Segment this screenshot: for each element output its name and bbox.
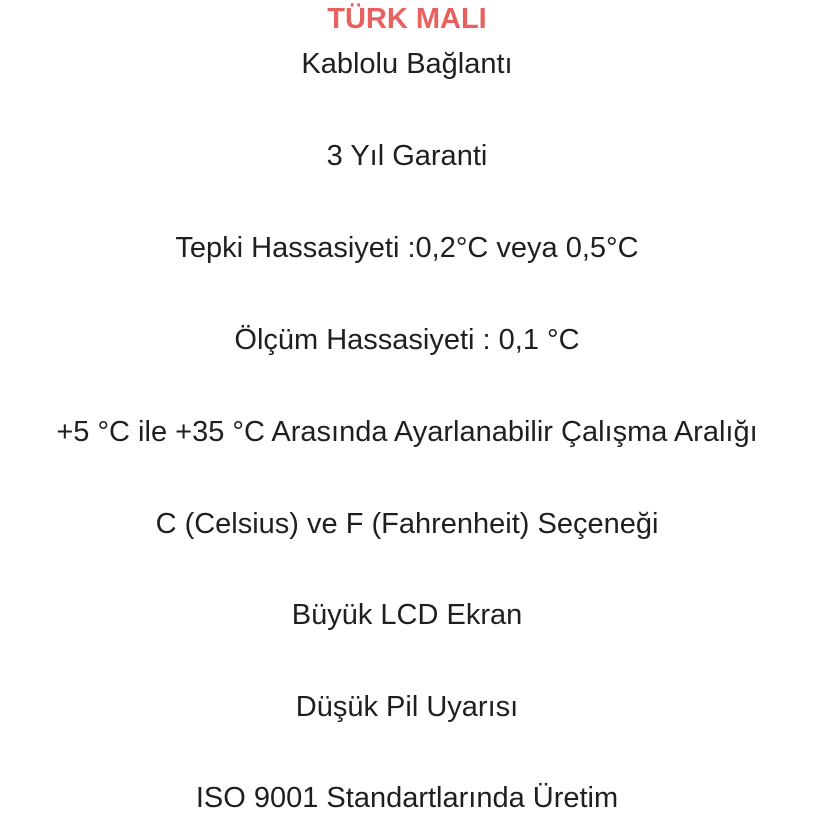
feature-unit-option: C (Celsius) ve F (Fahrenheit) Seçeneği [155, 508, 659, 540]
feature-wired-connection: Kablolu Bağlantı [301, 48, 513, 80]
feature-warranty: 3 Yıl Garanti [326, 140, 488, 172]
feature-lcd-screen: Büyük LCD Ekran [291, 599, 523, 631]
feature-measurement-accuracy: Ölçüm Hassasiyeti : 0,1 °C [234, 324, 580, 356]
feature-response-sensitivity: Tepki Hassasiyeti :0,2°C veya 0,5°C [175, 232, 639, 264]
feature-operating-range: +5 °C ile +35 °C Arasında Ayarlanabilir Çalışma Aralığı [56, 416, 758, 448]
feature-iso-production: ISO 9001 Standartlarında Üretim [195, 782, 619, 814]
origin-heading: TÜRK MALI [327, 3, 487, 35]
feature-low-battery-warning: Düşük Pil Uyarısı [295, 691, 519, 723]
